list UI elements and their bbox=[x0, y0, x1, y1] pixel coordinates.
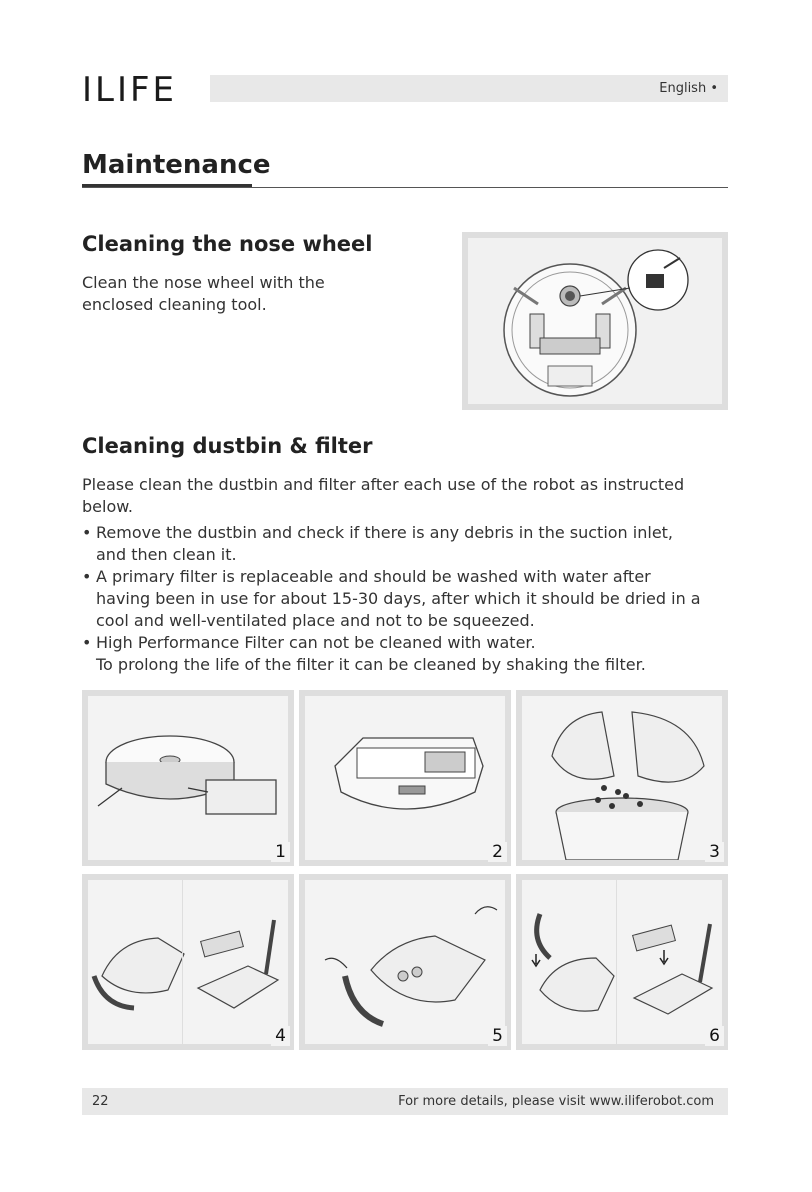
page-number: 22 bbox=[92, 1094, 109, 1109]
step-number: 3 bbox=[705, 842, 724, 862]
nose-wheel-text-2: enclosed cleaning tool. bbox=[82, 295, 267, 314]
dustbin-open-image bbox=[305, 696, 505, 860]
language-label[interactable]: English • bbox=[659, 81, 718, 96]
nose-wheel-heading: Cleaning the nose wheel bbox=[82, 232, 373, 256]
step-number: 4 bbox=[271, 1026, 290, 1046]
footer-website-text: For more details, please visit www.iliferobot.com bbox=[398, 1094, 714, 1109]
dustbin-heading: Cleaning dustbin & filter bbox=[82, 434, 373, 458]
clean-filter-image bbox=[305, 880, 505, 1044]
step-number: 5 bbox=[488, 1026, 507, 1046]
step-panel-6 bbox=[516, 874, 728, 1050]
step-number: 1 bbox=[271, 842, 290, 862]
dustbin-instructions bbox=[82, 522, 732, 676]
list-item: • High Performance Filter can not be cleaned with water. To prolong the life of the filter it can be cleaned by shaking the filter. bbox=[82, 632, 732, 676]
list-item: • A primary filter is replaceable and should be washed with water after having been in use for about 15-30 days, after which it should be dried in a cool and well-ventilated place and not to be squeezed. bbox=[82, 566, 732, 632]
dustbin-intro-1: Please clean the dustbin and filter after each use of the robot as instructed bbox=[82, 475, 685, 494]
brand-logo: ILIFE bbox=[82, 70, 178, 110]
dustbin-intro-2: below. bbox=[82, 497, 133, 516]
step-panel-3 bbox=[516, 690, 728, 866]
step-panel-4 bbox=[82, 874, 294, 1050]
robot-underside-image bbox=[468, 238, 722, 404]
step-panel-2 bbox=[299, 690, 511, 866]
step-number: 6 bbox=[705, 1026, 724, 1046]
remove-filter-image bbox=[88, 880, 288, 1044]
step-panel-1 bbox=[82, 690, 294, 866]
remove-dustbin-image bbox=[88, 696, 288, 860]
list-item: • Remove the dustbin and check if there is any debris in the suction inlet, and then clean it. bbox=[82, 522, 732, 566]
header-bar bbox=[210, 75, 728, 102]
nose-wheel-illustration bbox=[462, 232, 728, 410]
footer-bar bbox=[82, 1088, 728, 1115]
nose-wheel-text-1: Clean the nose wheel with the bbox=[82, 273, 325, 292]
page-title: Maintenance bbox=[82, 150, 271, 180]
step-number: 2 bbox=[488, 842, 507, 862]
title-divider bbox=[82, 187, 728, 188]
empty-dustbin-image bbox=[522, 696, 722, 860]
reinstall-filter-image bbox=[522, 880, 722, 1044]
step-panel-5 bbox=[299, 874, 511, 1050]
